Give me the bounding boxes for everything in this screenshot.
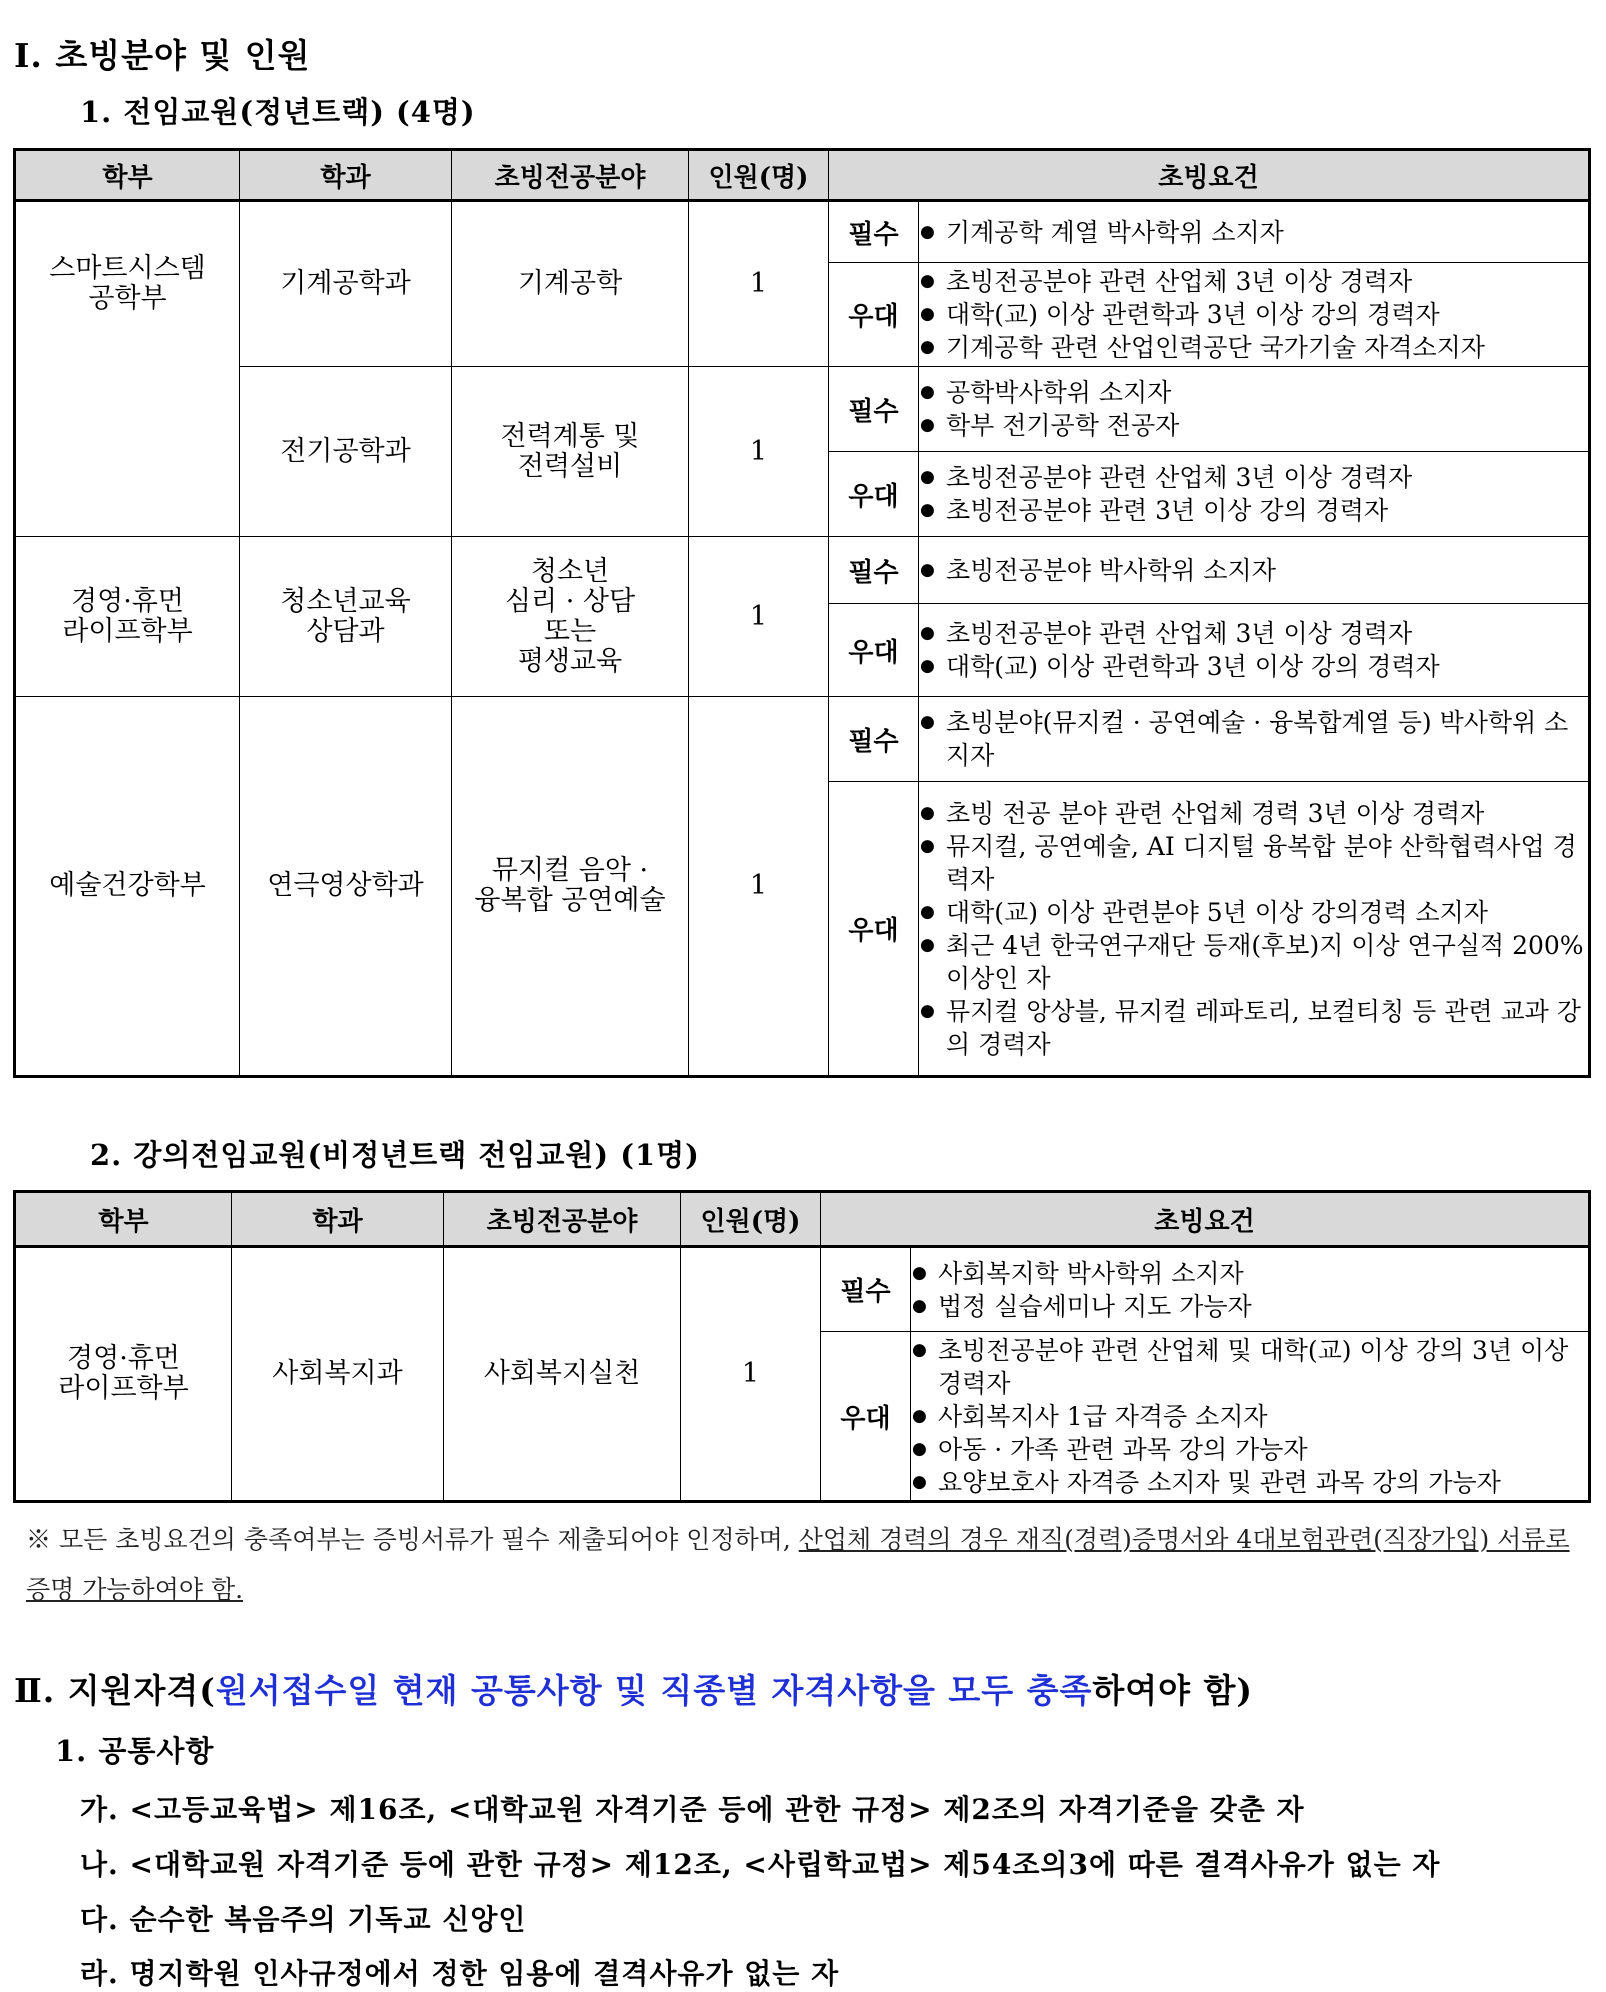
list-item: ● 요양보호사 자격증 소지자 및 관련 과목 강의 가능자 <box>911 1466 1588 1499</box>
field-cell: 뮤지컬 음악 · 융복합 공연예술 <box>452 697 689 1077</box>
common-requirements-title: 1. 공통사항 <box>55 1734 215 1768</box>
section2-title <box>14 1665 1253 1712</box>
table-row <box>15 201 1590 263</box>
section1-title: Ⅰ. 초빙분야 및 인원 <box>14 36 311 75</box>
list-item: ● 아동 · 가족 관련 과목 강의 가능자 <box>911 1433 1588 1466</box>
list-item: ● 초빙전공분야 관련 산업체 3년 이상 경력자 <box>919 265 1588 298</box>
dept-cell: 청소년교육 상담과 <box>240 537 452 697</box>
list-item: ● 뮤지컬, 공연예술, AI 디지털 융복합 분야 산학협력사업 경력자 <box>919 830 1588 896</box>
preferred-label: 우대 <box>829 782 919 1077</box>
section2-title-highlight: 원서접수일 현재 공통사항 및 직종별 자격사항을 모두 충족 <box>215 1671 1093 1710</box>
header-field: 초빙전공분야 <box>452 150 689 201</box>
field-cell: 기계공학 <box>452 201 689 367</box>
header-dept: 학과 <box>232 1192 444 1247</box>
required-list <box>919 697 1590 782</box>
count-cell: 1 <box>689 367 829 537</box>
list-item: ● 공학박사학위 소지자 <box>919 376 1588 409</box>
table1-header-row <box>15 150 1590 201</box>
faculty-table-1 <box>13 148 1591 1078</box>
list-item: ● 최근 4년 한국연구재단 등재(후보)지 이상 연구실적 200% 이상인 자 <box>919 929 1588 995</box>
required-list <box>919 201 1590 263</box>
header-requirements: 초빙요건 <box>829 150 1590 201</box>
dept-cell: 연극영상학과 <box>240 697 452 1077</box>
count-cell: 1 <box>689 537 829 697</box>
list-item: ● 초빙전공분야 박사학위 소지자 <box>919 554 1588 587</box>
footnote-underlined: 산업체 경력의 경우 재직(경력)증명서와 4대보험관련(직장가입) 서류로 증명 가능하여야 함. <box>26 1525 1570 1604</box>
list-item: ● 초빙분야(뮤지컬 · 공연예술 · 융복합계열 등) 박사학위 소지자 <box>919 706 1588 772</box>
header-dept: 학과 <box>240 150 452 201</box>
dept-cell: 기계공학과 <box>240 201 452 367</box>
count-cell: 1 <box>689 697 829 1077</box>
preferred-list <box>919 604 1590 697</box>
list-item: ● 사회복지학 박사학위 소지자 <box>911 1257 1588 1290</box>
required-list <box>919 537 1590 604</box>
section2-title-suffix: 하여야 함) <box>1092 1671 1254 1710</box>
subsection2-title: 2. 강의전임교원(비정년트랙 전임교원) (1명) <box>90 1138 700 1172</box>
table-row <box>15 537 1590 604</box>
list-item: ● 대학(교) 이상 관련학과 3년 이상 강의 경력자 <box>919 298 1588 331</box>
faculty-cell: 스마트시스템 공학부 <box>15 201 240 537</box>
list-item: ● 사회복지사 1급 자격증 소지자 <box>911 1400 1588 1433</box>
preferred-list <box>919 452 1590 537</box>
preferred-list <box>911 1332 1590 1502</box>
field-cell: 청소년 심리 · 상담 또는 평생교육 <box>452 537 689 697</box>
list-item: 다. 순수한 복음주의 기독교 신앙인 <box>80 1903 527 1936</box>
footnote <box>26 1515 1586 1615</box>
list-item: ● 초빙 전공 분야 관련 산업체 경력 3년 이상 경력자 <box>919 797 1588 830</box>
required-label: 필수 <box>829 537 919 604</box>
dept-cell: 사회복지과 <box>232 1247 444 1502</box>
header-faculty: 학부 <box>15 150 240 201</box>
table2-header-row <box>15 1192 1590 1247</box>
faculty-table-2 <box>13 1190 1591 1503</box>
required-label: 필수 <box>829 367 919 452</box>
list-item: ● 초빙전공분야 관련 산업체 3년 이상 경력자 <box>919 617 1588 650</box>
footnote-text: ※ 모든 초빙요건의 충족여부는 증빙서류가 필수 제출되어야 인정하며, <box>26 1525 799 1554</box>
list-item: 라. 명지학원 인사규정에서 정한 임용에 결격사유가 없는 자 <box>80 1957 840 1990</box>
faculty-cell: 경영·휴먼 라이프학부 <box>15 1247 232 1502</box>
list-item: 나. <대학교원 자격기준 등에 관한 규정> 제12조, <사립학교법> 제54조의3에 따른 결격사유가 없는 자 <box>80 1848 1441 1881</box>
preferred-list <box>919 263 1590 367</box>
table-row <box>15 1247 1590 1332</box>
preferred-label: 우대 <box>829 452 919 537</box>
count-cell: 1 <box>689 201 829 367</box>
header-field: 초빙전공분야 <box>444 1192 681 1247</box>
header-faculty: 학부 <box>15 1192 232 1247</box>
field-cell: 전력계통 및 전력설비 <box>452 367 689 537</box>
faculty-cell: 경영·휴먼 라이프학부 <box>15 537 240 697</box>
count-cell: 1 <box>681 1247 821 1502</box>
required-list <box>919 367 1590 452</box>
list-item: ● 초빙전공분야 관련 3년 이상 강의 경력자 <box>919 494 1588 527</box>
list-item: 가. <고등교육법> 제16조, <대학교원 자격기준 등에 관한 규정> 제2조의 자격기준을 갖춘 자 <box>80 1793 1305 1826</box>
faculty-cell: 예술건강학부 <box>15 697 240 1077</box>
preferred-label: 우대 <box>829 604 919 697</box>
required-label: 필수 <box>829 697 919 782</box>
list-item: ● 학부 전기공학 전공자 <box>919 409 1588 442</box>
field-cell: 사회복지실천 <box>444 1247 681 1502</box>
list-item: ● 기계공학 계열 박사학위 소지자 <box>919 216 1588 249</box>
list-item: ● 대학(교) 이상 관련학과 3년 이상 강의 경력자 <box>919 650 1588 683</box>
list-item: ● 대학(교) 이상 관련분야 5년 이상 강의경력 소지자 <box>919 896 1588 929</box>
required-list <box>911 1247 1590 1332</box>
table-row <box>15 697 1590 782</box>
preferred-label: 우대 <box>821 1332 911 1502</box>
required-label: 필수 <box>829 201 919 263</box>
section2-title-prefix: Ⅱ. 지원자격( <box>14 1671 216 1710</box>
list-item: ● 뮤지컬 앙상블, 뮤지컬 레파토리, 보컬티칭 등 관련 교과 강의 경력자 <box>919 995 1588 1061</box>
preferred-label: 우대 <box>829 263 919 367</box>
subsection1-title: 1. 전임교원(정년트랙) (4명) <box>80 95 476 129</box>
table-row <box>15 367 1590 452</box>
required-label: 필수 <box>821 1247 911 1332</box>
list-item: ● 법정 실습세미나 지도 가능자 <box>911 1290 1588 1323</box>
header-count: 인원(명) <box>689 150 829 201</box>
dept-cell: 전기공학과 <box>240 367 452 537</box>
header-requirements: 초빙요건 <box>821 1192 1590 1247</box>
list-item: ● 초빙전공분야 관련 산업체 및 대학(교) 이상 강의 3년 이상 경력자 <box>911 1334 1588 1400</box>
list-item: ● 기계공학 관련 산업인력공단 국가기술 자격소지자 <box>919 331 1588 364</box>
header-count: 인원(명) <box>681 1192 821 1247</box>
list-item: ● 초빙전공분야 관련 산업체 3년 이상 경력자 <box>919 461 1588 494</box>
preferred-list <box>919 782 1590 1077</box>
